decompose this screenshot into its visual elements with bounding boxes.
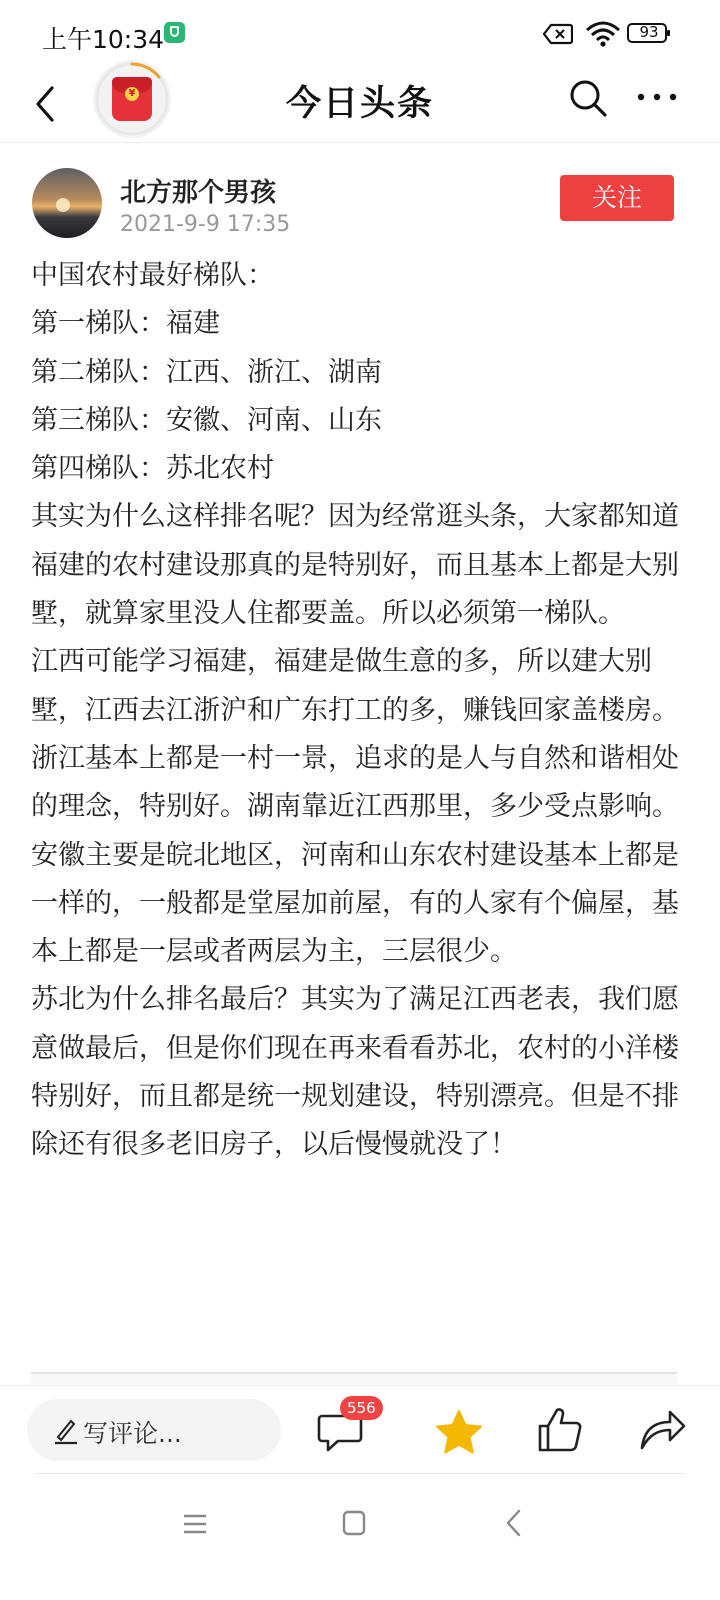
like-icon[interactable] (536, 1406, 584, 1454)
status-bar (0, 0, 720, 68)
article-paragraph: 第三梯队：安徽、河南、山东 (31, 404, 382, 436)
coin-icon: ¥ (125, 87, 139, 101)
pen-icon (53, 1417, 79, 1445)
wifi-icon (585, 20, 621, 48)
system-back-icon[interactable] (503, 1508, 525, 1538)
article-paragraph: 其实为什么这样排名呢？因为经常逛头条，大家都知道福建的农村建设那真的是特别好，而且基本上都是大别墅，就算家里没人住都要盖。所以必须第一梯队。 (31, 501, 679, 630)
battery-level: 93 (639, 23, 659, 41)
shield-icon (164, 22, 185, 43)
search-icon[interactable] (568, 78, 608, 118)
article-paragraph: 第四梯队：苏北农村 (31, 453, 274, 485)
system-navigation (0, 1490, 720, 1570)
article-paragraph: 第二梯队：江西、浙江、湖南 (31, 356, 382, 388)
comment-placeholder: 写评论... (83, 1419, 182, 1448)
menu-icon[interactable] (182, 1512, 208, 1536)
post-time: 2021-9-9 17:35 (120, 212, 291, 237)
page-title: 今日头条 (285, 84, 434, 124)
article-body (31, 252, 691, 1170)
nav-bar (0, 68, 720, 143)
article-paragraph: 苏北为什么排名最后？其实为了满足江西老表，我们愿意做最后，但是你们现在再来看看苏北，农村的小洋楼特别好，而且都是统一规划建设，特别漂亮。但是不排除还有很多老旧房子，以后慢慢就没了！ (31, 984, 679, 1161)
sim-off-icon (543, 23, 573, 45)
author-row (0, 160, 720, 250)
share-icon[interactable] (638, 1408, 686, 1452)
article-paragraph: 第一梯队：福建 (31, 308, 220, 340)
avatar[interactable] (32, 168, 102, 238)
comment-input[interactable] (27, 1399, 281, 1461)
comment-count-badge: 556 (340, 1396, 383, 1420)
article-paragraph: 安徽主要是皖北地区，河南和山东农村建设基本上都是一样的，一般都是堂屋加前屋，有的人家有个偏屋，基本上都是一层或者两层为主，三层很少。 (31, 839, 679, 968)
action-bar (0, 1385, 720, 1474)
embedded-image-preview[interactable] (31, 1372, 677, 1386)
more-icon[interactable] (636, 82, 678, 112)
author-name[interactable]: 北方那个男孩 (120, 178, 277, 208)
article-paragraph: 中国农村最好梯队： (31, 260, 274, 291)
status-time: 上午10:34 (42, 25, 165, 54)
home-icon[interactable] (342, 1510, 366, 1536)
star-icon[interactable] (434, 1408, 484, 1456)
follow-button[interactable]: 关注 (560, 175, 674, 221)
divider (36, 1473, 684, 1474)
article-paragraph: 江西可能学习福建，福建是做生意的多，所以建大别墅，江西去江浙沪和广东打工的多，赚钱回家盖楼房。浙江基本上都是一村一景，追求的是人与自然和谐相处的理念，特别好。湖南靠近江西那里，多少受点影响。 (31, 646, 679, 823)
